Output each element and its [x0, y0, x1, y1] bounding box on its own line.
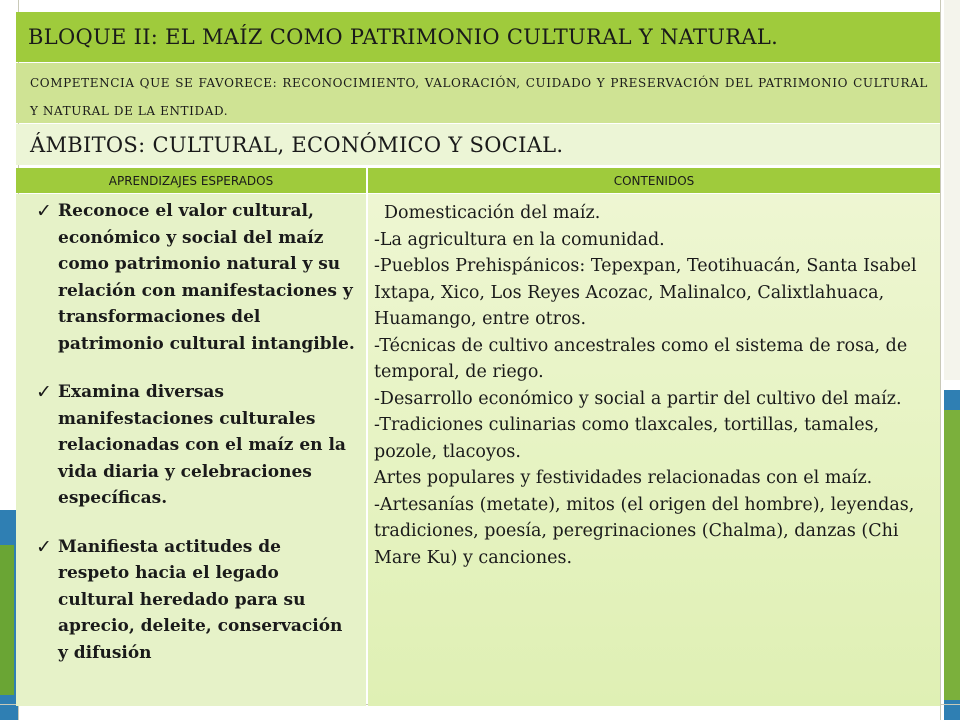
contenido-item: -Desarrollo económico y social a partir del cultivo del maíz. [374, 388, 902, 409]
decor-green-block-right [944, 410, 960, 700]
header-aprendizajes: APRENDIZAJES ESPERADOS [16, 168, 366, 193]
decor-line-right [940, 0, 941, 720]
contenidos-list [374, 200, 926, 571]
aprendizaje-text: Reconoce el valor cultural, económico y social del maíz como patrimonio natural y su relación con manifestaciones y transformaciones del patrimonio cultural intangible. [58, 201, 355, 354]
contenido-item: -La agricultura en la comunidad. [374, 229, 665, 250]
aprendizajes-column [16, 194, 366, 706]
ambitos-text: ÁMBITOS: CULTURAL, ECONÓMICO Y SOCIAL. [16, 124, 940, 165]
background-panel-right [944, 0, 960, 380]
decor-green-block-left [0, 545, 14, 695]
aprendizaje-text: Examina diversas manifestaciones culturales relacionadas con el maíz en la vida diaria y celebraciones específicas. [58, 382, 346, 508]
contenido-item: Domesticación del maíz. [384, 203, 601, 223]
checkmark-icon: ✓ [36, 381, 52, 403]
slide-title: BLOQUE II: EL MAÍZ COMO PATRIMONIO CULTURAL Y NATURAL. [16, 12, 940, 62]
contenido-item: Artes populares y festividades relacionadas con el maíz. [374, 468, 873, 488]
aprendizajes-list [30, 198, 356, 666]
competencia-text: COMPETENCIA QUE SE FAVORECE: RECONOCIMIENTO, VALORACIÓN, CUIDADO Y PRESERVACIÓN DEL PATRIMONIO CULTURAL Y NATURAL DE LA ENTIDAD. [16, 63, 940, 123]
contenido-item: -Artesanías (metate), mitos (el origen del hombre), leyendas, tradiciones, poesía, peregrinaciones (Chalma), danzas (Chi Mare Ku) y canciones. [374, 494, 920, 568]
header-contenidos: CONTENIDOS [368, 168, 940, 193]
aprendizaje-item [30, 198, 356, 357]
contenido-item: -Pueblos Prehispánicos: Tepexpan, Teotihuacán, Santa Isabel Ixtapa, Xico, Los Reyes Acozac, Malinalco, Calixtlahuaca, Huamango, entre otros. [374, 256, 923, 329]
checkmark-icon: ✓ [36, 535, 52, 558]
contenidos-column [368, 194, 940, 706]
aprendizaje-item [30, 379, 356, 512]
aprendizaje-text: Manifiesta actitudes de respeto hacia el legado cultural heredado para su aprecio, deleite, conservación y difusión [58, 536, 343, 663]
contenido-item: -Técnicas de cultivo ancestrales como el sistema de rosa, de temporal, de riego. [374, 335, 913, 382]
contenido-item: -Tradiciones culinarias como tlaxcales, tortillas, tamales, pozole, tlacoyos. [374, 415, 885, 462]
checkmark-icon: ✓ [36, 200, 52, 222]
aprendizaje-item [30, 534, 356, 667]
